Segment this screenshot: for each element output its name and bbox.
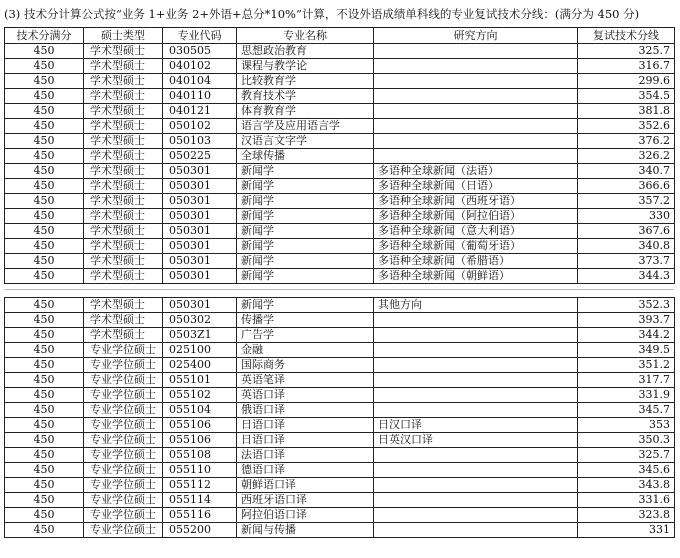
table-row bbox=[5, 298, 675, 313]
cell-name: 广告学 bbox=[237, 328, 374, 343]
cell-score: 450 bbox=[5, 179, 84, 194]
cell-name: 新闻学 bbox=[237, 224, 374, 239]
cell-score: 450 bbox=[5, 493, 84, 508]
cell-code: 055200 bbox=[163, 523, 237, 538]
cell-degree-type: 专业学位硕士 bbox=[84, 388, 163, 403]
table-row bbox=[5, 403, 675, 418]
cell-degree-type: 学术型硕士 bbox=[84, 179, 163, 194]
table-row bbox=[5, 433, 675, 448]
cell-degree-type: 专业学位硕士 bbox=[84, 403, 163, 418]
cell-code: 050301 bbox=[163, 194, 237, 209]
cell-line: 350.3 bbox=[578, 433, 675, 448]
cell-code: 055108 bbox=[163, 448, 237, 463]
cell-name: 西班牙语口译 bbox=[237, 493, 374, 508]
cell-code: 0503Z1 bbox=[163, 328, 237, 343]
cell-score: 450 bbox=[5, 448, 84, 463]
cell-name: 新闻学 bbox=[237, 194, 374, 209]
cell-name: 法语口译 bbox=[237, 448, 374, 463]
cell-code: 055106 bbox=[163, 433, 237, 448]
cell-line: 326.2 bbox=[578, 149, 675, 164]
cell-line: 373.7 bbox=[578, 254, 675, 269]
cell-name: 新闻与传播 bbox=[237, 523, 374, 538]
cell-score: 450 bbox=[5, 74, 84, 89]
cell-direction: 日英汉口译 bbox=[374, 433, 578, 448]
cell-degree-type: 专业学位硕士 bbox=[84, 343, 163, 358]
cell-score: 450 bbox=[5, 478, 84, 493]
cell-name: 英语口译 bbox=[237, 388, 374, 403]
cell-score: 450 bbox=[5, 463, 84, 478]
cell-direction: 多语种全球新闻（阿拉伯语） bbox=[374, 209, 578, 224]
cell-direction bbox=[374, 134, 578, 149]
score-table-part-2 bbox=[4, 297, 675, 538]
cell-score: 450 bbox=[5, 224, 84, 239]
cell-score: 450 bbox=[5, 254, 84, 269]
table-row bbox=[5, 74, 675, 89]
cell-code: 050301 bbox=[163, 239, 237, 254]
table-body-part-1 bbox=[5, 44, 675, 284]
cell-score: 450 bbox=[5, 44, 84, 59]
cell-direction: 多语种全球新闻（葡萄牙语） bbox=[374, 239, 578, 254]
table-row bbox=[5, 194, 675, 209]
cell-score: 450 bbox=[5, 418, 84, 433]
cell-score: 450 bbox=[5, 89, 84, 104]
cell-line: 331.9 bbox=[578, 388, 675, 403]
cell-line: 325.7 bbox=[578, 448, 675, 463]
cell-code: 050301 bbox=[163, 269, 237, 284]
cell-code: 055114 bbox=[163, 493, 237, 508]
cell-line: 325.7 bbox=[578, 44, 675, 59]
cell-code: 050225 bbox=[163, 149, 237, 164]
cell-degree-type: 学术型硕士 bbox=[84, 269, 163, 284]
cell-degree-type: 专业学位硕士 bbox=[84, 508, 163, 523]
cell-score: 450 bbox=[5, 269, 84, 284]
table-row bbox=[5, 269, 675, 284]
cell-score: 450 bbox=[5, 194, 84, 209]
cell-line: 357.2 bbox=[578, 194, 675, 209]
cell-line: 340.7 bbox=[578, 164, 675, 179]
cell-name: 课程与教学论 bbox=[237, 59, 374, 74]
cell-code: 025100 bbox=[163, 343, 237, 358]
cell-direction bbox=[374, 448, 578, 463]
score-table-part-1 bbox=[4, 27, 675, 284]
table-row bbox=[5, 448, 675, 463]
cell-code: 040104 bbox=[163, 74, 237, 89]
cell-code: 055112 bbox=[163, 478, 237, 493]
table-row bbox=[5, 59, 675, 74]
cell-degree-type: 学术型硕士 bbox=[84, 119, 163, 134]
table-row bbox=[5, 224, 675, 239]
table-row bbox=[5, 328, 675, 343]
cell-line: 344.2 bbox=[578, 328, 675, 343]
cell-degree-type: 专业学位硕士 bbox=[84, 433, 163, 448]
table-row bbox=[5, 418, 675, 433]
cell-line: 352.3 bbox=[578, 298, 675, 313]
table-row bbox=[5, 239, 675, 254]
cell-degree-type: 学术型硕士 bbox=[84, 134, 163, 149]
table-row bbox=[5, 149, 675, 164]
cell-direction bbox=[374, 44, 578, 59]
cell-score: 450 bbox=[5, 313, 84, 328]
cell-name: 全球传播 bbox=[237, 149, 374, 164]
cell-line: 343.8 bbox=[578, 478, 675, 493]
cell-line: 345.6 bbox=[578, 463, 675, 478]
cell-score: 450 bbox=[5, 59, 84, 74]
cell-code: 055102 bbox=[163, 388, 237, 403]
cell-line: 349.5 bbox=[578, 343, 675, 358]
cell-code: 030505 bbox=[163, 44, 237, 59]
cell-code: 055101 bbox=[163, 373, 237, 388]
cell-line: 366.6 bbox=[578, 179, 675, 194]
cell-line: 344.3 bbox=[578, 269, 675, 284]
cell-line: 316.7 bbox=[578, 59, 675, 74]
cell-direction bbox=[374, 89, 578, 104]
cell-degree-type: 专业学位硕士 bbox=[84, 478, 163, 493]
cell-direction: 多语种全球新闻（朝鲜语） bbox=[374, 269, 578, 284]
table-row bbox=[5, 254, 675, 269]
cell-score: 450 bbox=[5, 209, 84, 224]
header-line: 复试技术分线 bbox=[578, 28, 675, 44]
cell-score: 450 bbox=[5, 508, 84, 523]
cell-direction: 日汉口译 bbox=[374, 418, 578, 433]
cell-degree-type: 专业学位硕士 bbox=[84, 523, 163, 538]
cell-line: 393.7 bbox=[578, 313, 675, 328]
cell-direction bbox=[374, 74, 578, 89]
cell-degree-type: 学术型硕士 bbox=[84, 164, 163, 179]
cell-score: 450 bbox=[5, 119, 84, 134]
cell-code: 055104 bbox=[163, 403, 237, 418]
cell-score: 450 bbox=[5, 373, 84, 388]
cell-degree-type: 学术型硕士 bbox=[84, 104, 163, 119]
cell-name: 新闻学 bbox=[237, 164, 374, 179]
cell-direction: 多语种全球新闻（日语） bbox=[374, 179, 578, 194]
cell-name: 新闻学 bbox=[237, 269, 374, 284]
cell-degree-type: 学术型硕士 bbox=[84, 209, 163, 224]
cell-score: 450 bbox=[5, 134, 84, 149]
table-row bbox=[5, 134, 675, 149]
table-row bbox=[5, 493, 675, 508]
header-direction: 研究方向 bbox=[374, 28, 578, 44]
cell-direction bbox=[374, 373, 578, 388]
table-row bbox=[5, 343, 675, 358]
table-row bbox=[5, 373, 675, 388]
cell-direction bbox=[374, 523, 578, 538]
cell-code: 040121 bbox=[163, 104, 237, 119]
cell-direction bbox=[374, 463, 578, 478]
cell-direction bbox=[374, 313, 578, 328]
cell-line: 330 bbox=[578, 209, 675, 224]
cell-degree-type: 专业学位硕士 bbox=[84, 418, 163, 433]
cell-code: 050103 bbox=[163, 134, 237, 149]
cell-direction bbox=[374, 328, 578, 343]
table-row bbox=[5, 44, 675, 59]
cell-degree-type: 专业学位硕士 bbox=[84, 493, 163, 508]
cell-degree-type: 学术型硕士 bbox=[84, 59, 163, 74]
cell-degree-type: 学术型硕士 bbox=[84, 89, 163, 104]
cell-direction bbox=[374, 119, 578, 134]
cell-code: 050102 bbox=[163, 119, 237, 134]
cell-direction: 多语种全球新闻（西班牙语） bbox=[374, 194, 578, 209]
cell-degree-type: 学术型硕士 bbox=[84, 254, 163, 269]
table-row bbox=[5, 358, 675, 373]
cell-line: 381.8 bbox=[578, 104, 675, 119]
cell-degree-type: 学术型硕士 bbox=[84, 149, 163, 164]
cell-code: 055106 bbox=[163, 418, 237, 433]
cell-line: 345.7 bbox=[578, 403, 675, 418]
cell-line: 352.6 bbox=[578, 119, 675, 134]
cell-degree-type: 学术型硕士 bbox=[84, 224, 163, 239]
cell-name: 英语笔译 bbox=[237, 373, 374, 388]
cell-name: 俄语口译 bbox=[237, 403, 374, 418]
cell-code: 055110 bbox=[163, 463, 237, 478]
cell-line: 367.6 bbox=[578, 224, 675, 239]
cell-code: 050301 bbox=[163, 209, 237, 224]
table-row bbox=[5, 209, 675, 224]
table-row bbox=[5, 463, 675, 478]
cell-line: 323.8 bbox=[578, 508, 675, 523]
cell-code: 050301 bbox=[163, 164, 237, 179]
cell-score: 450 bbox=[5, 433, 84, 448]
table-caption: (3) 技术分计算公式按“业务 1+业务 2+外语+总分*10%”计算，不设外语成绩单科线的专业复试技术分线：(满分为 450 分) bbox=[4, 7, 640, 21]
cell-code: 040110 bbox=[163, 89, 237, 104]
cell-degree-type: 学术型硕士 bbox=[84, 313, 163, 328]
table-body-part-2 bbox=[5, 298, 675, 538]
cell-score: 450 bbox=[5, 164, 84, 179]
cell-name: 金融 bbox=[237, 343, 374, 358]
cell-name: 新闻学 bbox=[237, 209, 374, 224]
cell-name: 国际商务 bbox=[237, 358, 374, 373]
table-row bbox=[5, 313, 675, 328]
cell-degree-type: 学术型硕士 bbox=[84, 328, 163, 343]
table-row bbox=[5, 388, 675, 403]
cell-name: 新闻学 bbox=[237, 239, 374, 254]
cell-degree-type: 学术型硕士 bbox=[84, 194, 163, 209]
table-row bbox=[5, 508, 675, 523]
cell-degree-type: 专业学位硕士 bbox=[84, 358, 163, 373]
cell-line: 331 bbox=[578, 523, 675, 538]
cell-name: 体育教育学 bbox=[237, 104, 374, 119]
cell-score: 450 bbox=[5, 358, 84, 373]
cell-name: 汉语言文字学 bbox=[237, 134, 374, 149]
header-score: 技术分满分 bbox=[5, 28, 84, 44]
cell-score: 450 bbox=[5, 343, 84, 358]
cell-degree-type: 专业学位硕士 bbox=[84, 373, 163, 388]
header-code: 专业代码 bbox=[163, 28, 237, 44]
cell-score: 450 bbox=[5, 328, 84, 343]
cell-direction: 多语种全球新闻（意大利语） bbox=[374, 224, 578, 239]
cell-degree-type: 学术型硕士 bbox=[84, 239, 163, 254]
cell-degree-type: 专业学位硕士 bbox=[84, 448, 163, 463]
cell-name: 比较教育学 bbox=[237, 74, 374, 89]
cell-direction bbox=[374, 149, 578, 164]
page-break-divider bbox=[4, 289, 674, 296]
cell-name: 新闻学 bbox=[237, 254, 374, 269]
cell-direction: 多语种全球新闻（希腊语） bbox=[374, 254, 578, 269]
cell-score: 450 bbox=[5, 104, 84, 119]
cell-name: 教育技术学 bbox=[237, 89, 374, 104]
cell-code: 050301 bbox=[163, 179, 237, 194]
table-row bbox=[5, 89, 675, 104]
header-name: 专业名称 bbox=[237, 28, 374, 44]
cell-degree-type: 学术型硕士 bbox=[84, 74, 163, 89]
cell-direction bbox=[374, 493, 578, 508]
cell-direction bbox=[374, 508, 578, 523]
cell-direction bbox=[374, 403, 578, 418]
cell-name: 阿拉伯语口译 bbox=[237, 508, 374, 523]
cell-line: 353 bbox=[578, 418, 675, 433]
table-row bbox=[5, 478, 675, 493]
cell-name: 朝鲜语口译 bbox=[237, 478, 374, 493]
table-row bbox=[5, 179, 675, 194]
cell-direction: 多语种全球新闻（法语） bbox=[374, 164, 578, 179]
cell-direction bbox=[374, 343, 578, 358]
cell-direction bbox=[374, 478, 578, 493]
cell-line: 351.2 bbox=[578, 358, 675, 373]
table-row bbox=[5, 119, 675, 134]
cell-score: 450 bbox=[5, 388, 84, 403]
cell-score: 450 bbox=[5, 298, 84, 313]
cell-score: 450 bbox=[5, 403, 84, 418]
cell-direction: 其他方向 bbox=[374, 298, 578, 313]
cell-score: 450 bbox=[5, 239, 84, 254]
cell-code: 050301 bbox=[163, 224, 237, 239]
cell-direction bbox=[374, 59, 578, 74]
header-degree-type: 硕士类型 bbox=[84, 28, 163, 44]
cell-name: 语言学及应用语言学 bbox=[237, 119, 374, 134]
cell-name: 传播学 bbox=[237, 313, 374, 328]
cell-line: 354.5 bbox=[578, 89, 675, 104]
cell-direction bbox=[374, 388, 578, 403]
cell-line: 340.8 bbox=[578, 239, 675, 254]
cell-degree-type: 专业学位硕士 bbox=[84, 463, 163, 478]
cell-code: 050302 bbox=[163, 313, 237, 328]
cell-name: 日语口译 bbox=[237, 433, 374, 448]
cell-direction bbox=[374, 104, 578, 119]
table-row bbox=[5, 523, 675, 538]
cell-name: 德语口译 bbox=[237, 463, 374, 478]
cell-line: 299.6 bbox=[578, 74, 675, 89]
cell-name: 新闻学 bbox=[237, 298, 374, 313]
cell-line: 331.6 bbox=[578, 493, 675, 508]
cell-line: 376.2 bbox=[578, 134, 675, 149]
cell-degree-type: 学术型硕士 bbox=[84, 298, 163, 313]
cell-code: 040102 bbox=[163, 59, 237, 74]
cell-code: 050301 bbox=[163, 298, 237, 313]
table-row bbox=[5, 104, 675, 119]
cell-name: 思想政治教育 bbox=[237, 44, 374, 59]
cell-name: 日语口译 bbox=[237, 418, 374, 433]
cell-score: 450 bbox=[5, 149, 84, 164]
cell-code: 025400 bbox=[163, 358, 237, 373]
table-header-row bbox=[5, 28, 675, 44]
table-row bbox=[5, 164, 675, 179]
cell-name: 新闻学 bbox=[237, 179, 374, 194]
cell-code: 055116 bbox=[163, 508, 237, 523]
cell-score: 450 bbox=[5, 523, 84, 538]
cell-degree-type: 学术型硕士 bbox=[84, 44, 163, 59]
cell-line: 317.7 bbox=[578, 373, 675, 388]
cell-direction bbox=[374, 358, 578, 373]
cell-code: 050301 bbox=[163, 254, 237, 269]
